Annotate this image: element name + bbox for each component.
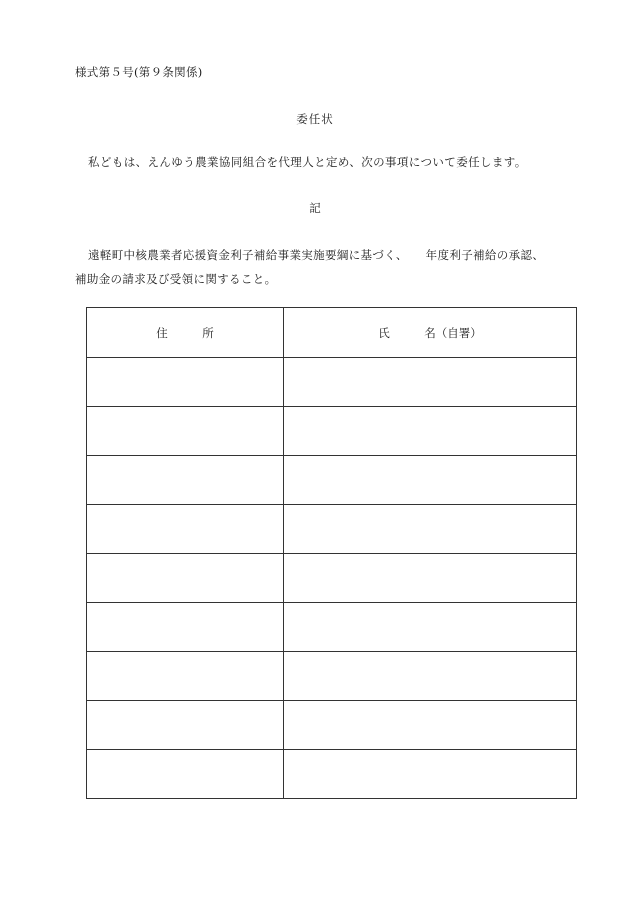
address-cell[interactable] bbox=[87, 603, 284, 652]
ki-heading: 記 bbox=[309, 201, 321, 215]
address-cell[interactable] bbox=[87, 750, 284, 799]
table-row bbox=[87, 750, 577, 799]
name-column-header: 氏 名（自署） bbox=[284, 308, 577, 358]
table-row bbox=[87, 701, 577, 750]
form-number: 様式第５号(第９条関係) bbox=[75, 65, 203, 79]
table-header-row bbox=[87, 308, 577, 358]
name-cell[interactable] bbox=[284, 701, 577, 750]
table-row bbox=[87, 358, 577, 407]
intro-paragraph: 私どもは、えんゆう農業協同組合を代理人と定め、次の事項について委任します。 bbox=[88, 155, 527, 169]
table-row bbox=[87, 505, 577, 554]
name-cell[interactable] bbox=[284, 554, 577, 603]
name-cell[interactable] bbox=[284, 505, 577, 554]
address-column-header: 住 所 bbox=[87, 308, 284, 358]
name-cell[interactable] bbox=[284, 603, 577, 652]
address-cell[interactable] bbox=[87, 554, 284, 603]
address-cell[interactable] bbox=[87, 407, 284, 456]
delegation-matters-line-2: 補助金の請求及び受領に関すること。 bbox=[75, 272, 277, 286]
table-row bbox=[87, 554, 577, 603]
name-cell[interactable] bbox=[284, 652, 577, 701]
address-cell[interactable] bbox=[87, 505, 284, 554]
document-title: 委任状 bbox=[296, 112, 334, 126]
address-cell[interactable] bbox=[87, 701, 284, 750]
name-cell[interactable] bbox=[284, 358, 577, 407]
delegation-matters bbox=[75, 243, 565, 291]
table-row bbox=[87, 652, 577, 701]
name-cell[interactable] bbox=[284, 456, 577, 505]
signature-table bbox=[86, 307, 577, 799]
table-row bbox=[87, 603, 577, 652]
name-cell[interactable] bbox=[284, 750, 577, 799]
address-cell[interactable] bbox=[87, 456, 284, 505]
address-cell[interactable] bbox=[87, 358, 284, 407]
delegation-matters-line-1: 遠軽町中核農業者応援資金利子補給事業実施要綱に基づく、 年度利子補給の承認、 bbox=[88, 248, 545, 262]
table-row bbox=[87, 456, 577, 505]
address-cell[interactable] bbox=[87, 652, 284, 701]
name-cell[interactable] bbox=[284, 407, 577, 456]
table-row bbox=[87, 407, 577, 456]
